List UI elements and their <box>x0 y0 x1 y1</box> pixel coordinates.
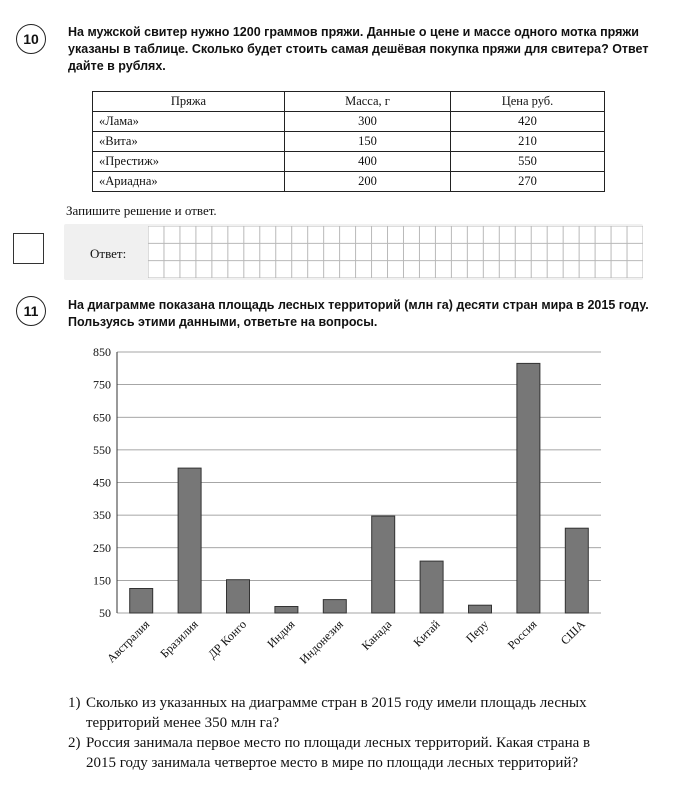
y-tick-label: 650 <box>93 410 111 425</box>
table-header-row <box>93 92 605 112</box>
task11-line2: Пользуясь этими данными, ответьте на вопросы. <box>68 315 378 329</box>
question-number: 1) <box>68 695 81 711</box>
y-tick-label: 350 <box>93 508 111 523</box>
question-line: территорий менее 350 млн га? <box>86 715 280 731</box>
grid-background <box>148 226 643 278</box>
x-tick-label: Канада <box>358 617 395 653</box>
table-header: Цена руб. <box>451 92 605 112</box>
table-cell: 270 <box>451 172 605 192</box>
task10-number-badge <box>16 24 46 54</box>
task10-statement <box>68 24 668 75</box>
x-tick-label: Перу <box>462 617 492 646</box>
table-cell: «Лама» <box>93 112 285 132</box>
score-box[interactable] <box>13 233 44 264</box>
table-header: Масса, г <box>285 92 451 112</box>
question-2 <box>68 733 590 773</box>
yarn-table <box>92 91 605 192</box>
table-cell: 210 <box>451 132 605 152</box>
x-tick-label: США <box>557 617 588 648</box>
task11-number-badge <box>16 296 46 326</box>
y-tick-label: 250 <box>93 540 111 555</box>
x-tick-label: Бразилия <box>157 617 201 661</box>
bar <box>275 607 298 614</box>
bar <box>469 605 492 613</box>
y-tick-label: 50 <box>99 606 111 620</box>
y-tick-label: 750 <box>93 377 111 392</box>
bar <box>372 516 395 613</box>
table-cell: «Престиж» <box>93 152 285 172</box>
bar <box>130 589 153 614</box>
table-row <box>93 152 605 172</box>
table-cell: 150 <box>285 132 451 152</box>
table-cell: 200 <box>285 172 451 192</box>
question-1 <box>68 693 590 733</box>
x-tick-label: Китай <box>410 617 443 650</box>
table-cell: «Ариадна» <box>93 172 285 192</box>
table-cell: 300 <box>285 112 451 132</box>
bar <box>323 600 346 613</box>
y-tick-label: 850 <box>93 345 111 359</box>
answer-label: Ответ: <box>90 246 127 261</box>
task11-statement <box>68 297 668 331</box>
table-row <box>93 132 605 152</box>
question-line: Россия занимала первое место по площади лесных территорий. Какая страна в <box>86 735 591 751</box>
table-header: Пряжа <box>93 92 285 112</box>
task10-line1: На мужской свитер нужно 1200 граммов пряжи. Данные о цене и массе одного мотка пряжи <box>68 25 639 39</box>
table-cell: 420 <box>451 112 605 132</box>
bar <box>227 580 250 613</box>
x-tick-label: Россия <box>504 617 540 653</box>
table-cell: 550 <box>451 152 605 172</box>
task10-line2: указаны в таблице. Сколько будет стоить самая дешёвая покупка пряжи для свитера? Ответ <box>68 42 649 56</box>
question-number: 2) <box>68 735 81 751</box>
forest-area-chart <box>0 340 678 685</box>
task10-line3: дайте в рублях. <box>68 59 166 73</box>
task11-line1: На диаграмме показана площадь лесных территорий (млн га) десяти стран мира в 2015 году. <box>68 298 649 312</box>
question-line: Сколько из указанных на диаграмме стран в 2015 году имели площадь лесных <box>86 695 587 711</box>
task11-number: 11 <box>23 303 39 319</box>
bar <box>565 528 588 613</box>
table-row <box>93 172 605 192</box>
question-line: 2015 году занимала четвертое место в мире по площади лесных территорий? <box>86 755 579 771</box>
table-row <box>93 112 605 132</box>
bar <box>517 363 540 613</box>
solution-prompt: Запишите решение и ответ. <box>66 203 217 218</box>
y-tick-label: 150 <box>93 573 111 588</box>
y-tick-label: 450 <box>93 475 111 490</box>
bar <box>178 468 201 613</box>
x-tick-label: Индонезия <box>296 617 346 667</box>
x-tick-label: ДР Конго <box>205 617 250 662</box>
task11-questions <box>68 693 590 773</box>
task10-number: 10 <box>23 31 39 47</box>
x-tick-label: Индия <box>264 617 298 651</box>
x-tick-label: Австралия <box>103 617 153 666</box>
answer-grid[interactable] <box>148 226 643 278</box>
bar <box>420 561 443 613</box>
y-tick-label: 550 <box>93 442 111 457</box>
table-cell: 400 <box>285 152 451 172</box>
table-cell: «Вита» <box>93 132 285 152</box>
